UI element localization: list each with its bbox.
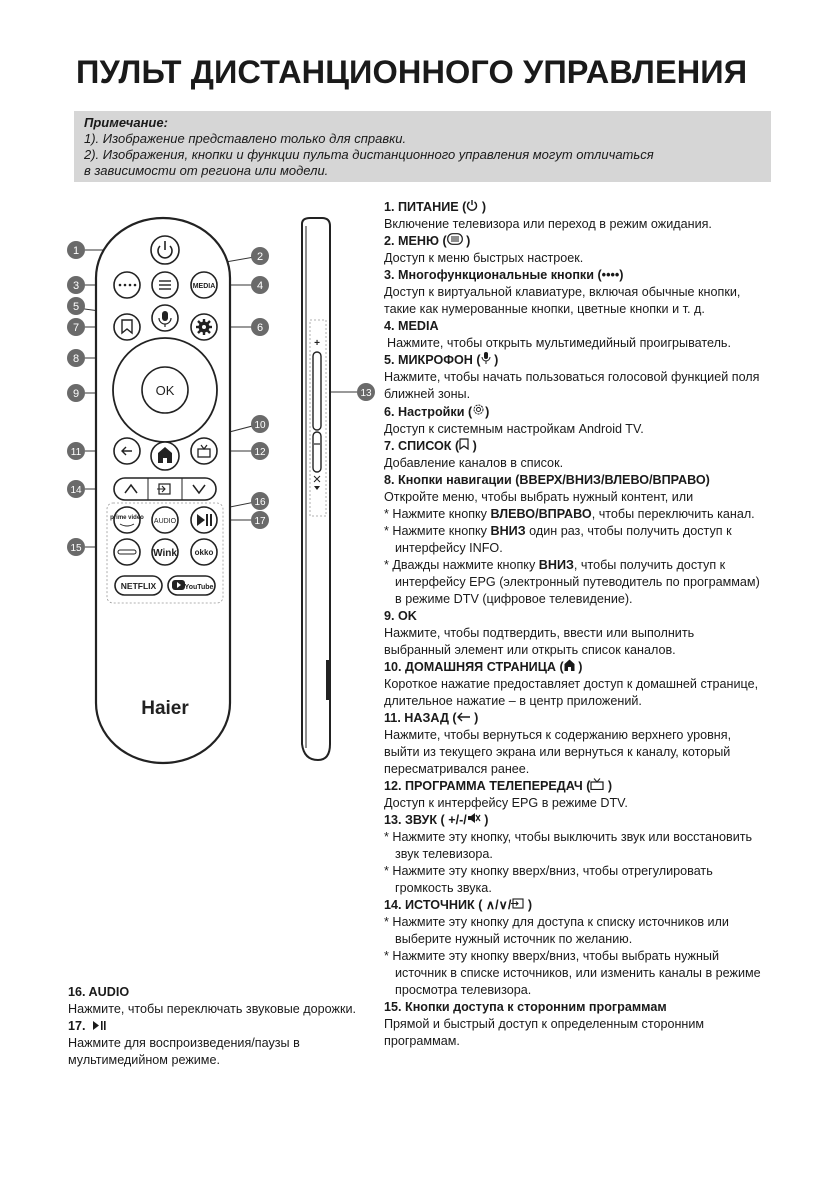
note-line: в зависимости от региона или модели. bbox=[84, 163, 329, 178]
media-label: MEDIA bbox=[192, 283, 216, 290]
callout-4 bbox=[251, 276, 269, 294]
item-text: Нажмите, чтобы вернуться к содержанию верхнего уровня, выйти из текущего экрана или вернуться к каналу, который пересматривался ранее. bbox=[384, 728, 732, 776]
settings-icon bbox=[472, 403, 485, 416]
svg-text:6: 6 bbox=[256, 322, 264, 334]
svg-text:10: 10 bbox=[254, 420, 266, 431]
svg-text:15: 15 bbox=[70, 543, 82, 554]
callout-1 bbox=[67, 241, 85, 259]
svg-text:12: 12 bbox=[254, 447, 266, 458]
item-text: Доступ к меню быстрых настроек. bbox=[384, 251, 584, 265]
item-text: Нажмите для воспроизведения/паузы в мультимедийном режиме. bbox=[68, 1036, 300, 1067]
remote-illustration bbox=[60, 210, 380, 770]
svg-text:8: 8 bbox=[72, 353, 80, 365]
item-text: Включение телевизора или переход в режим ожидания. bbox=[384, 217, 712, 231]
source-icon bbox=[511, 898, 524, 909]
youtube-button[interactable] bbox=[168, 576, 215, 595]
svg-text:9: 9 bbox=[72, 388, 80, 400]
item-bullet: * Нажмите эту кнопку, чтобы выключить звук или восстановить звук телевизора. bbox=[384, 830, 753, 861]
svg-text:1: 1 bbox=[72, 245, 80, 257]
item-text: Нажмите, чтобы открыть мультимедийный проигрыватель. bbox=[387, 336, 731, 350]
item-text: Доступ к виртуальной клавиатуре, включая обычные кнопки, такие как нумерованные кнопки, цветные кнопки и т. д. bbox=[384, 285, 741, 316]
menu-icon bbox=[447, 233, 463, 245]
item-bullet: * Нажмите эту кнопку для доступа к списку источников или выберите нужный источник по желанию. bbox=[384, 915, 729, 946]
play-pause-icon bbox=[93, 1021, 107, 1030]
item-text: Откройте меню, чтобы выбрать нужный контент, или bbox=[384, 490, 694, 504]
callout-3 bbox=[67, 276, 85, 294]
callout-6 bbox=[251, 318, 269, 336]
okko-button[interactable] bbox=[191, 539, 217, 565]
item-heading: 10. ДОМАШНЯЯ СТРАНИЦА ( ) bbox=[384, 660, 583, 674]
item-heading: 9. OK bbox=[384, 609, 417, 623]
ok-button[interactable] bbox=[142, 367, 188, 413]
ok-label: OK bbox=[155, 383, 175, 398]
item-text: Нажмите, чтобы подтвердить, ввести или выполнить выбранный элемент или открыть список каналов. bbox=[384, 626, 695, 657]
item-text: Нажмите, чтобы начать пользоваться голосовой функцией поля ближней зоны. bbox=[384, 370, 760, 401]
item-bullet: * Нажмите эту кнопку вверх/вниз, чтобы отрегулировать громкость звука. bbox=[384, 864, 713, 895]
item-bullet: * Нажмите эту кнопку вверх/вниз, чтобы выбрать нужный источник в списке источников, или изменить каналы в режиме просмотра телевизора. bbox=[384, 949, 761, 997]
note-line: 1). Изображение представлено только для справки. bbox=[84, 131, 407, 146]
item-heading: 15. Кнопки доступа к сторонним программам bbox=[384, 1000, 667, 1014]
youtube-label: YouTube bbox=[184, 584, 214, 591]
callout-11 bbox=[67, 442, 85, 460]
okko-label: okko bbox=[194, 548, 214, 557]
callout-16 bbox=[251, 492, 269, 510]
note-heading: Примечание: bbox=[84, 115, 168, 130]
item-text: Нажмите, чтобы переключать звуковые дорожки. bbox=[68, 1002, 356, 1016]
item-heading: 11. НАЗАД ( ) bbox=[384, 711, 479, 725]
guide-button[interactable] bbox=[191, 438, 217, 464]
item-heading: 1. ПИТАНИЕ ( ) bbox=[384, 200, 487, 214]
callout-15 bbox=[67, 538, 85, 556]
callout-17 bbox=[251, 511, 269, 529]
callout-10 bbox=[251, 415, 269, 433]
back-arrow-icon bbox=[457, 712, 471, 722]
callout-13 bbox=[357, 383, 375, 401]
item-text: Короткое нажатие предоставляет доступ к домашней странице, длительное нажатие – в центр приложений. bbox=[384, 677, 759, 708]
item-heading: 16. AUDIO bbox=[68, 985, 130, 999]
item-text: Прямой и быстрый доступ к определенным сторонним программам. bbox=[384, 1017, 705, 1048]
menu-button[interactable] bbox=[152, 272, 178, 298]
volume-rocker[interactable] bbox=[313, 338, 321, 490]
item-heading: 4. MEDIA bbox=[384, 319, 439, 333]
page-title: ПУЛЬТ ДИСТАНЦИОННОГО УПРАВЛЕНИЯ bbox=[76, 54, 748, 90]
svg-text:17: 17 bbox=[254, 516, 266, 527]
callout-5 bbox=[67, 297, 85, 315]
svg-text:14: 14 bbox=[70, 485, 82, 496]
audio-button[interactable] bbox=[152, 507, 178, 533]
bottom-left-descriptions bbox=[68, 984, 368, 1069]
media-button[interactable] bbox=[191, 272, 217, 298]
power-button[interactable] bbox=[151, 236, 179, 264]
item-heading: 13. ЗВУК ( +/-/ ) bbox=[384, 813, 489, 827]
item-heading: 12. ПРОГРАММА ТЕЛЕПЕРЕДАЧ ( ) bbox=[384, 779, 613, 793]
multifunction-button[interactable] bbox=[114, 272, 140, 298]
evo-button[interactable] bbox=[114, 539, 140, 565]
item-heading: 7. СПИСОК ( ) bbox=[384, 439, 477, 453]
home-button[interactable] bbox=[151, 442, 179, 470]
note-box bbox=[74, 111, 771, 182]
svg-text:2: 2 bbox=[256, 251, 264, 263]
item-heading: 5. МИКРОФОН ( ) bbox=[384, 353, 499, 367]
home-icon bbox=[564, 659, 575, 671]
wink-label: Wink bbox=[153, 548, 177, 559]
wink-button[interactable] bbox=[152, 539, 178, 565]
item-text: Добавление каналов в список. bbox=[384, 456, 564, 470]
mic-button[interactable] bbox=[152, 305, 178, 331]
callout-8 bbox=[67, 349, 85, 367]
note-line: 2). Изображения, кнопки и функции пульта дистанционного управления могут отличаться bbox=[84, 147, 654, 162]
list-button[interactable] bbox=[114, 314, 140, 340]
callout-9 bbox=[67, 384, 85, 402]
guide-icon bbox=[590, 778, 604, 790]
list-icon bbox=[459, 438, 469, 450]
netflix-label: NETFLIX bbox=[120, 581, 157, 591]
item-heading: 8. Кнопки навигации (ВВЕРХ/ВНИЗ/ВЛЕВО/ВПРАВО) bbox=[384, 473, 710, 487]
audio-label: AUDIO bbox=[153, 518, 177, 525]
brand-logo: Haier bbox=[141, 698, 189, 719]
item-heading: 2. МЕНЮ ( ) bbox=[384, 234, 471, 248]
prime-label: prime video bbox=[110, 515, 144, 521]
item-heading: 14. ИСТОЧНИК ( ∧/∨/ ) bbox=[384, 898, 533, 912]
svg-text:5: 5 bbox=[72, 301, 80, 313]
mute-icon bbox=[467, 812, 481, 824]
item-bullet: * Дважды нажмите кнопку ВНИЗ, чтобы получить доступ к интерфейсу EPG (электронный путеводитель по программам) в режиме DTV (цифровое телевидение). bbox=[384, 558, 760, 606]
svg-text:7: 7 bbox=[72, 322, 80, 334]
item-text: Доступ к системным настройкам Android TV. bbox=[384, 422, 644, 436]
descriptions-column bbox=[384, 199, 764, 1050]
item-heading: 6. Настройки ( ) bbox=[384, 405, 490, 419]
item-heading: 3. Многофункциональные кнопки (••••) bbox=[384, 268, 624, 282]
item-heading: 17. bbox=[68, 1018, 368, 1035]
svg-text:4: 4 bbox=[256, 280, 264, 292]
mic-icon bbox=[481, 352, 491, 364]
power-icon bbox=[466, 199, 478, 211]
svg-text:16: 16 bbox=[254, 497, 266, 508]
svg-text:11: 11 bbox=[70, 447, 82, 458]
callout-7 bbox=[67, 318, 85, 336]
settings-button[interactable] bbox=[191, 314, 217, 340]
callout-2 bbox=[251, 247, 269, 265]
item-bullet: * Нажмите кнопку ВЛЕВО/ВПРАВО, чтобы переключить канал. bbox=[384, 507, 755, 521]
item-bullet: * Нажмите кнопку ВНИЗ один раз, чтобы получить доступ к интерфейсу INFO. bbox=[384, 524, 732, 555]
callout-14 bbox=[67, 480, 85, 498]
source-rocker[interactable] bbox=[114, 478, 216, 500]
svg-text:+: + bbox=[314, 338, 320, 349]
back-button[interactable] bbox=[114, 438, 140, 464]
callout-12 bbox=[251, 442, 269, 460]
svg-text:3: 3 bbox=[72, 280, 80, 292]
play-pause-button[interactable] bbox=[191, 507, 217, 533]
svg-text:13: 13 bbox=[360, 388, 372, 399]
netflix-button[interactable] bbox=[115, 576, 162, 595]
item-text: Доступ к интерфейсу EPG в режиме DTV. bbox=[384, 796, 628, 810]
